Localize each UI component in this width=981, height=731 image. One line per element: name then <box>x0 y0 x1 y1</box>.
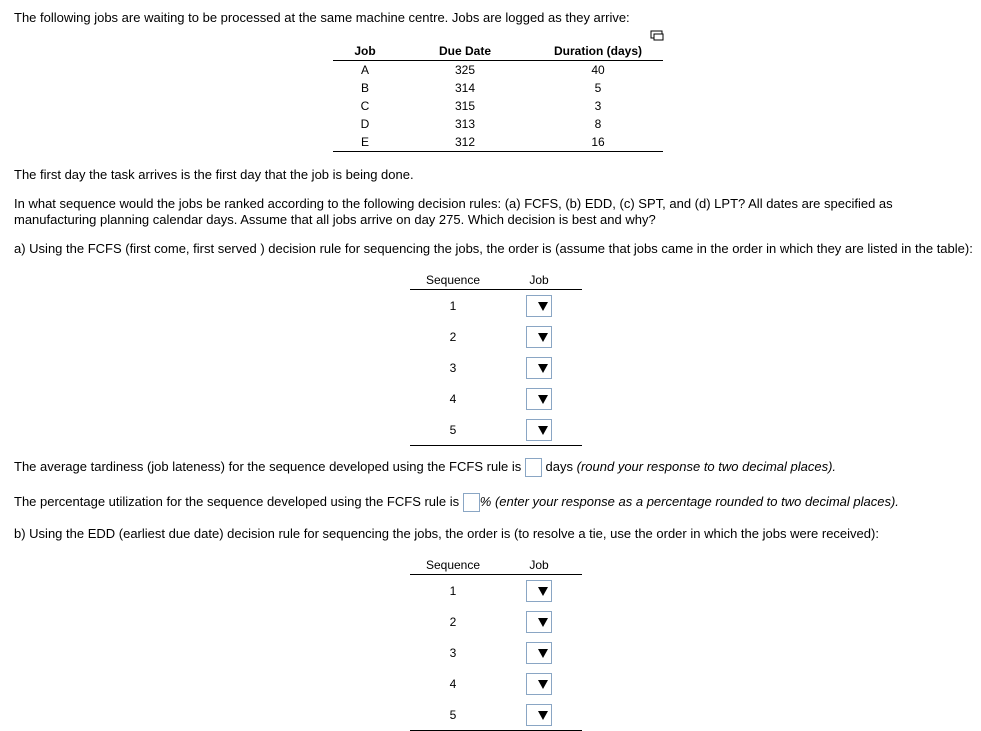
duration-cell: 8 <box>594 117 602 131</box>
table-row <box>410 699 582 731</box>
job-cell: D <box>360 117 370 131</box>
dropdown-arrow-icon <box>538 395 548 404</box>
sequence-number: 5 <box>410 699 496 731</box>
table-row <box>410 637 582 668</box>
seq-header: Sequence <box>410 270 496 290</box>
table-row <box>410 383 582 414</box>
sequence-number: 4 <box>449 676 457 691</box>
note-text: The first day the task arrives is the first day that the job is being done. <box>14 167 414 182</box>
tardiness-line <box>14 458 836 477</box>
dropdown-arrow-icon <box>538 618 548 627</box>
job-cell: A <box>360 63 369 77</box>
due-cell: 314 <box>454 81 476 95</box>
due-cell: 312 <box>397 133 533 152</box>
table-row <box>410 414 582 446</box>
job-cell: E <box>333 133 397 152</box>
utilization-line <box>14 493 899 512</box>
sequence-number: 4 <box>449 391 457 406</box>
table-row <box>410 290 582 322</box>
sequence-number: 5 <box>410 414 496 446</box>
job-header: Job <box>496 270 582 290</box>
table-row <box>410 606 582 637</box>
fcfs-job-select-3[interactable] <box>526 357 552 379</box>
job-cell: C <box>360 99 370 113</box>
table-row <box>333 79 663 97</box>
fcfs-job-select-1[interactable] <box>526 295 552 317</box>
table-row <box>333 61 663 80</box>
sequence-number: 1 <box>449 583 457 598</box>
table-row <box>333 115 663 133</box>
duration-cell: 5 <box>594 81 602 95</box>
question-line-1: In what sequence would the jobs be ranked according to the following decision rules: (a) FCFS, (b) EDD, (c) SPT, and (d) LPT? All dates are specified as <box>14 196 893 211</box>
jobs-header-due: Due Date <box>397 42 533 61</box>
edd-sequence-table <box>410 555 582 731</box>
part-a-prompt: a) Using the FCFS (first come, first served ) decision rule for sequencing the jobs, the order is (assume that jobs came in the order in which they are listed in the table): <box>14 241 973 256</box>
dropdown-arrow-icon <box>538 680 548 689</box>
due-cell: 315 <box>454 99 476 113</box>
dropdown-arrow-icon <box>538 333 548 342</box>
copy-icon[interactable] <box>650 30 664 42</box>
sequence-number: 1 <box>449 298 457 313</box>
tardiness-hint: (round your response to two decimal places). <box>576 458 837 474</box>
sequence-number: 2 <box>449 614 457 629</box>
fcfs-sequence-table <box>410 270 582 446</box>
dropdown-arrow-icon <box>538 426 548 435</box>
edd-job-select-3[interactable] <box>526 642 552 664</box>
tardiness-prefix: The average tardiness (job lateness) for the sequence developed using the FCFS rule is <box>14 458 522 474</box>
job-header: Job <box>496 555 582 575</box>
fcfs-job-select-4[interactable] <box>526 388 552 410</box>
utilization-prefix: The percentage utilization for the sequence developed using the FCFS rule is <box>14 493 460 509</box>
edd-job-select-2[interactable] <box>526 611 552 633</box>
dropdown-arrow-icon <box>538 302 548 311</box>
table-row <box>410 668 582 699</box>
dropdown-arrow-icon <box>538 587 548 596</box>
utilization-input[interactable] <box>463 493 480 512</box>
fcfs-job-select-2[interactable] <box>526 326 552 348</box>
tardiness-input[interactable] <box>525 458 542 477</box>
part-b-prompt: b) Using the EDD (earliest due date) decision rule for sequencing the jobs, the order is (to resolve a tie, use the order in which the jobs were received): <box>14 526 879 541</box>
due-cell: 325 <box>454 63 476 77</box>
edd-job-select-5[interactable] <box>526 704 552 726</box>
jobs-header-job: Job <box>333 42 397 61</box>
duration-cell: 16 <box>533 133 663 152</box>
due-cell: 313 <box>454 117 476 131</box>
job-cell: B <box>360 81 369 95</box>
dropdown-arrow-icon <box>538 649 548 658</box>
sequence-number: 2 <box>449 329 457 344</box>
fcfs-job-select-5[interactable] <box>526 419 552 441</box>
tardiness-unit: days <box>545 458 574 474</box>
seq-header: Sequence <box>410 555 496 575</box>
edd-job-select-1[interactable] <box>526 580 552 602</box>
table-row <box>410 575 582 607</box>
duration-cell: 3 <box>594 99 602 113</box>
table-row <box>410 321 582 352</box>
question-line-2: manufacturing planning calendar days. Assume that all jobs arrive on day 275. Which decision is best and why? <box>14 212 656 227</box>
table-row <box>333 133 663 152</box>
table-row <box>333 97 663 115</box>
sequence-number: 3 <box>449 645 457 660</box>
jobs-header-duration: Duration (days) <box>533 42 663 61</box>
table-row <box>410 352 582 383</box>
duration-cell: 40 <box>591 63 605 77</box>
edd-job-select-4[interactable] <box>526 673 552 695</box>
utilization-hint: % (enter your response as a percentage rounded to two decimal places). <box>479 493 899 509</box>
intro-text: The following jobs are waiting to be processed at the same machine centre. Jobs are logged as they arrive: <box>14 10 630 25</box>
sequence-number: 3 <box>449 360 457 375</box>
dropdown-arrow-icon <box>538 364 548 373</box>
jobs-table <box>333 42 663 152</box>
dropdown-arrow-icon <box>538 711 548 720</box>
